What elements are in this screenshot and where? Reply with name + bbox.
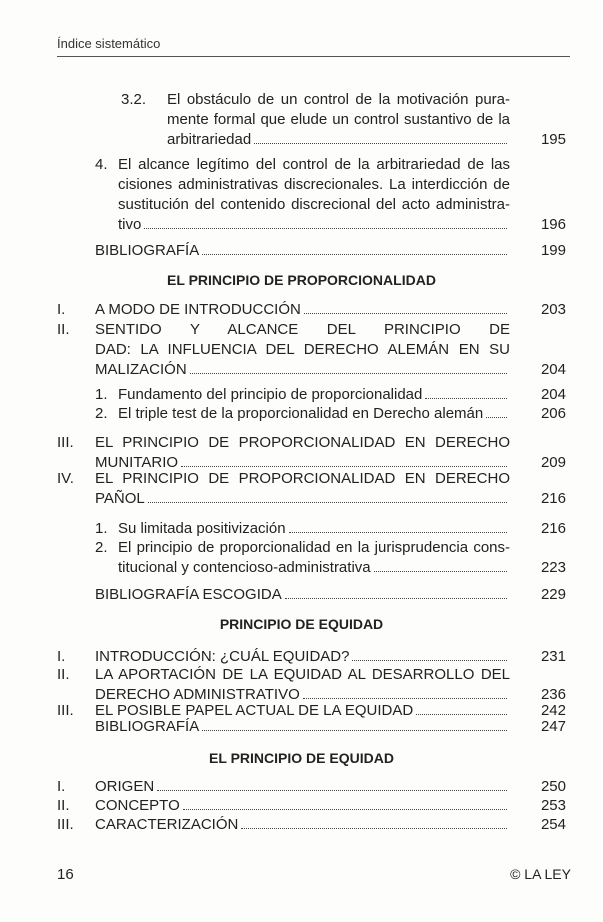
toc-entry-page: 236: [540, 686, 566, 703]
toc-entry-line: El triple test de la proporcionalidad en Derecho alemán: [118, 405, 484, 422]
dot-leader: [157, 777, 507, 791]
toc-entry-line: El principio de proporcionalidad en la jurisprudencia cons-: [118, 539, 510, 556]
toc-entry[interactable]: [0, 469, 603, 509]
dot-leader: [183, 796, 507, 810]
dot-leader: [190, 360, 507, 374]
dot-leader: [144, 215, 507, 229]
toc-entry-number: I.: [57, 778, 66, 795]
dot-leader: [241, 815, 507, 829]
toc-entry[interactable]: [0, 717, 603, 737]
toc-entry-page: 204: [540, 386, 566, 403]
publisher-mark: © LA LEY: [510, 866, 571, 882]
toc-entry-line: BIBLIOGRAFÍA: [95, 242, 200, 259]
toc-entry[interactable]: [0, 647, 603, 667]
header-rule: [57, 56, 570, 57]
toc-entry-number: 3.2.: [121, 91, 147, 108]
toc-entry-page: 195: [540, 131, 566, 148]
toc-entry-page: 209: [540, 454, 566, 471]
toc-entry-line: MALIZACIÓN: [95, 361, 187, 378]
toc-entry-line: arbitrariedad: [167, 131, 252, 148]
toc-entry-line: mente formal que elude un control sustantivo de la: [167, 111, 510, 128]
section-title-el-principio-equidad: EL PRINCIPIO DE EQUIDAD: [209, 750, 394, 766]
toc-entry-page: 247: [540, 718, 566, 735]
toc-entry-page: 216: [540, 520, 566, 537]
dot-leader: [304, 300, 507, 314]
toc-entry-line: BIBLIOGRAFÍA ESCOGIDA: [95, 586, 282, 603]
section-title-proporcionalidad: EL PRINCIPIO DE PROPORCIONALIDAD: [167, 272, 436, 288]
dot-leader: [202, 241, 507, 255]
toc-entry-number: IV.: [57, 470, 74, 487]
dot-leader: [148, 489, 507, 503]
toc-entry-number: 1.: [95, 386, 108, 403]
toc-entry-line: El alcance legítimo del control de la arbitrariedad de las: [118, 156, 510, 173]
toc-entry[interactable]: [0, 815, 603, 835]
dot-leader: [303, 685, 507, 699]
toc-entry-line: CARACTERIZACIÓN: [95, 816, 239, 833]
dot-leader: [254, 130, 507, 144]
toc-entry-line: LA APORTACIÓN DE LA EQUIDAD AL DESARROLLO DEL: [95, 666, 510, 683]
toc-entry-line: INTRODUCCIÓN: ¿CUÁL EQUIDAD?: [95, 648, 350, 665]
dot-leader: [181, 453, 507, 467]
toc-entry[interactable]: [0, 665, 603, 705]
toc-entry-line: titucional y contencioso-administrativa: [118, 559, 371, 576]
toc-entry-line: Fundamento del principio de proporcionalidad: [118, 386, 423, 403]
toc-entry-page: 204: [540, 361, 566, 378]
dot-leader: [202, 717, 507, 731]
toc-entry-page: 242: [540, 702, 566, 719]
toc-entry-number: I.: [57, 301, 66, 318]
toc-entry-number: II.: [57, 321, 70, 338]
toc-entry[interactable]: [0, 241, 603, 261]
toc-entry-line: BIBLIOGRAFÍA: [95, 718, 200, 735]
toc-entry-number: II.: [57, 666, 70, 683]
toc-entry[interactable]: [0, 433, 603, 473]
toc-entry-line: sustitución del contenido discrecional del acto administra-: [118, 196, 510, 213]
toc-entry-page: 206: [540, 405, 566, 422]
toc-entry-line: DAD: LA INFLUENCIA DEL DERECHO ALEMÁN EN SU: [95, 341, 510, 358]
dot-leader: [352, 647, 507, 661]
toc-entry[interactable]: [0, 404, 603, 424]
toc-entry-line: EL PRINCIPIO DE PROPORCIONALIDAD EN DERECHO: [95, 470, 510, 487]
toc-entry-line: ORIGEN: [95, 778, 155, 795]
toc-entry-line: EL POSIBLE PAPEL ACTUAL DE LA EQUIDAD: [95, 702, 414, 719]
toc-entry-number: III.: [57, 702, 74, 719]
dot-leader: [416, 701, 507, 715]
toc-entry-number: 1.: [95, 520, 108, 537]
toc-entry-page: 199: [540, 242, 566, 259]
section-title-principio-equidad: PRINCIPIO DE EQUIDAD: [219, 616, 384, 632]
toc-entry-page: 250: [540, 778, 566, 795]
dot-leader: [289, 519, 507, 533]
toc-entry-line: A MODO DE INTRODUCCIÓN: [95, 301, 301, 318]
toc-entry-page: 216: [540, 490, 566, 507]
toc-entry[interactable]: [0, 90, 603, 150]
page-number: 16: [57, 866, 74, 883]
toc-entry-page: 231: [540, 648, 566, 665]
toc-entry-line: tivo: [118, 216, 142, 233]
toc-entry-number: III.: [57, 816, 74, 833]
toc-entry[interactable]: [0, 538, 603, 578]
toc-entry-number: 2.: [95, 405, 108, 422]
toc-entry[interactable]: [0, 300, 603, 320]
toc-entry-page: 254: [540, 816, 566, 833]
toc-entry-line: PAÑOL: [95, 490, 145, 507]
dot-leader: [425, 385, 507, 399]
toc-entry-page: 203: [540, 301, 566, 318]
toc-entry-number: I.: [57, 648, 66, 665]
toc-entry-line: DERECHO ADMINISTRATIVO: [95, 686, 300, 703]
toc-entry[interactable]: [0, 519, 603, 539]
toc-entry[interactable]: [0, 585, 603, 605]
toc-entry-line: El obstáculo de un control de la motivación pura-: [167, 91, 510, 108]
toc-entry[interactable]: [0, 155, 603, 235]
toc-entry-line: MUNITARIO: [95, 454, 179, 471]
toc-entry-number: 2.: [95, 539, 108, 556]
toc-entry-page: 229: [540, 586, 566, 603]
toc-entry-line: cisiones administrativas discrecionales. La interdicción de: [118, 176, 510, 193]
dot-leader: [486, 404, 507, 418]
toc-entry-page: 196: [540, 216, 566, 233]
toc-entry-number: II.: [57, 797, 70, 814]
toc-entry-line: Su limitada positivización: [118, 520, 286, 537]
toc-entry[interactable]: [0, 777, 603, 797]
toc-entry-line: EL PRINCIPIO DE PROPORCIONALIDAD EN DERECHO: [95, 434, 510, 451]
toc-entry-number: III.: [57, 434, 74, 451]
toc-entry[interactable]: [0, 796, 603, 816]
toc-entry-line: SENTIDO Y ALCANCE DEL PRINCIPIO DE: [95, 321, 510, 338]
toc-entry[interactable]: [0, 385, 603, 405]
toc-entry-line: CONCEPTO: [95, 797, 180, 814]
dot-leader: [285, 585, 507, 599]
toc-entry[interactable]: [0, 320, 603, 380]
toc-entry-page: 223: [540, 559, 566, 576]
dot-leader: [374, 558, 507, 572]
toc-entry-page: 253: [540, 797, 566, 814]
toc-entry-number: 4.: [95, 156, 108, 173]
running-header: Índice sistemático: [57, 36, 161, 51]
